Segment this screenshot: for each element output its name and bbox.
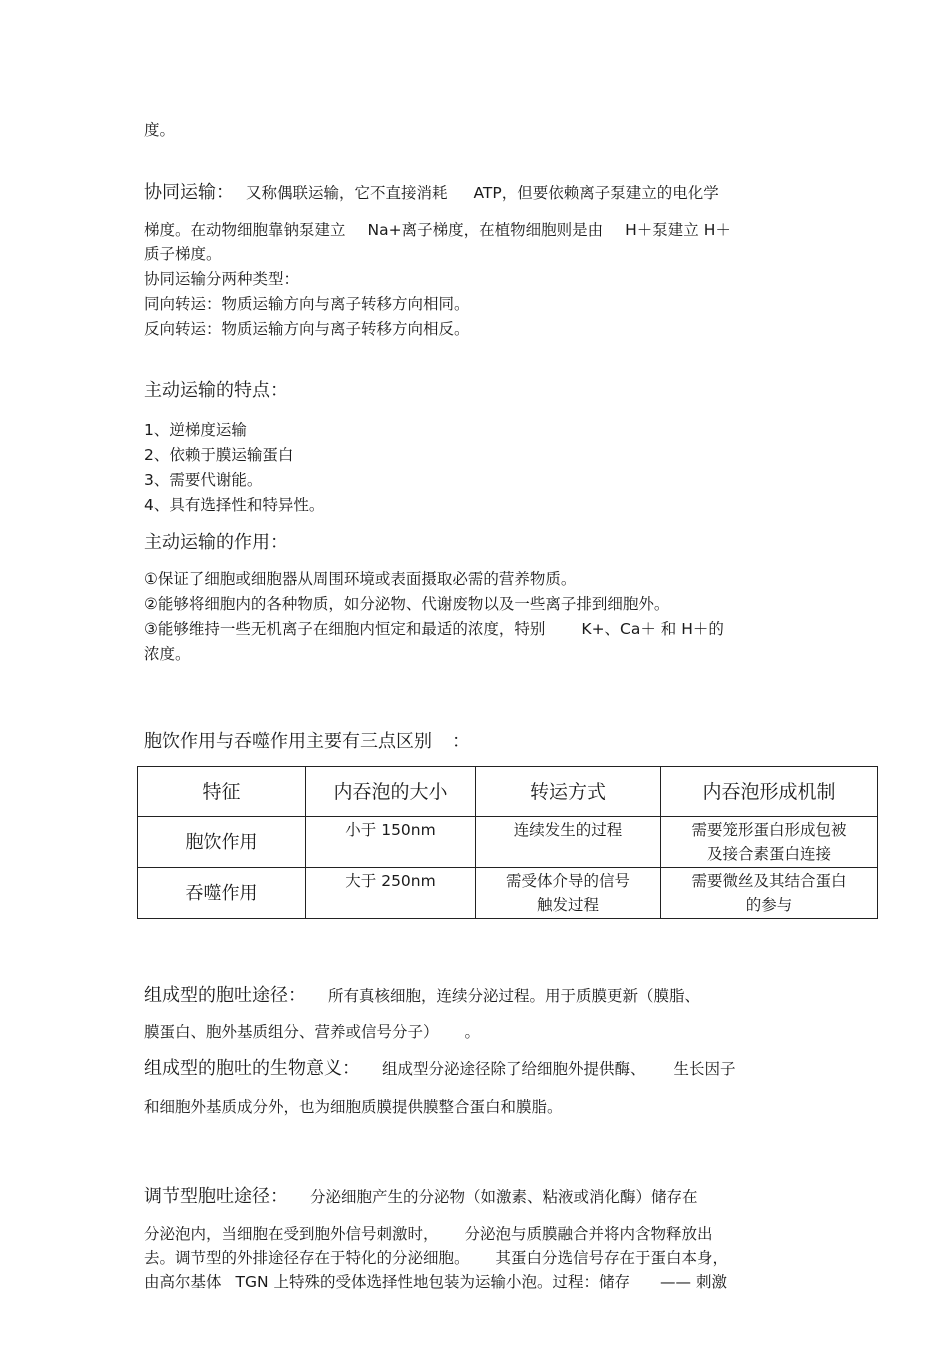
list-item: 3、需要代谢能。 [144,471,263,489]
section-heading: 主动运输的特点： [144,380,288,401]
text-fragment: ATP，但要依赖离子泵建立的电化学 [473,184,719,202]
row-label: 胞饮作用 [138,817,306,868]
column-header: 特征 [138,767,306,817]
text-line [144,120,175,140]
table-row [138,868,878,919]
cell-line: 及接合素蛋白连接 [706,845,831,863]
text-line [144,1022,480,1042]
column-header: 内吞泡的大小 [306,767,476,817]
text-line: 质子梯度。 [144,245,222,263]
text-fragment: —— 刺激 [660,1273,727,1291]
term-heading: 协同运输： [144,182,234,203]
text-fragment: 分泌泡与质膜融合并将内含物释放出 [464,1225,713,1243]
text-line: 浓度。 [144,645,191,663]
text-fragment: 组成型分泌途径除了给细胞外提供酶、 [382,1060,646,1078]
table-cell [661,817,878,868]
text-fragment: 膜蛋白、胞外基质组分、营养或信号分子） [144,1023,439,1041]
table-caption [144,730,470,754]
table-cell: 小于 150nm [306,817,476,868]
paragraph-cotransport [144,181,719,205]
text-fragment: ： [452,731,470,752]
cell-line: 连续发生的过程 [513,821,623,839]
list-item: 1、逆梯度运输 [144,421,247,439]
text-fragment: 所有真核细胞，连续分泌过程。用于质膜更新（膜脂、 [328,987,701,1005]
text-fragment: Na+离子梯度，在植物细胞则是由 [367,221,604,239]
paragraph-regulated [144,1185,698,1209]
text-fragment: ③能够维持一些无机离子在细胞内恒定和最适的浓度，特别 [144,620,546,638]
column-header: 内吞泡形成机制 [661,767,878,817]
text-fragment: 。 [464,1023,481,1041]
row-label: 吞噬作用 [138,868,306,919]
list-item: ②能够将细胞内的各种物质，如分泌物、代谢废物以及一些离子排到细胞外。 [144,595,670,613]
paragraph-constitutive [144,984,700,1008]
text-fragment: TGN 上特殊的受体选择性地包装为运输小泡。过程：储存 [235,1273,631,1291]
list-item: ①保证了细胞或细胞器从周围环境或表面摄取必需的营养物质。 [144,570,577,588]
cell-line: 需要笼形蛋白形成包被 [691,821,847,839]
comparison-table [137,766,878,919]
column-header: 转运方式 [476,767,661,817]
text-line [144,1224,713,1244]
text-fragment: 其蛋白分选信号存在于蛋白本身， [495,1249,729,1267]
cell-line: 需要微丝及其结合蛋白 [691,872,847,890]
text-line: 同向转运：物质运输方向与离子转移方向相同。 [144,295,470,313]
cell-line: 需受体介导的信号 [505,872,630,890]
cell-line: 的参与 [745,896,793,914]
cell-line: 触发过程 [536,896,599,914]
text-fragment: 去。调节型的外排途径存在于特化的分泌细胞。 [144,1249,470,1267]
text-line: 和细胞外基质成分外，也为细胞质膜提供膜整合蛋白和膜脂。 [144,1098,563,1116]
text-fragment: 胞饮作用与吞噬作用主要有三点区别 [144,731,432,752]
table-row [138,817,878,868]
text-fragment: 又称偶联运输，它不直接消耗 [246,184,448,202]
text-line [144,1272,727,1292]
text-fragment: K+、Ca＋ 和 H＋的 [581,620,724,638]
text-fragment: 梯度。在动物细胞靠钠泵建立 [144,221,346,239]
text-line [144,220,731,240]
text-fragment: 由高尔基体 [144,1273,222,1291]
term-heading: 组成型的胞吐的生物意义： [144,1058,360,1079]
paragraph-significance [144,1057,736,1081]
term-heading: 调节型胞吐途径： [144,1186,288,1207]
text-line: 反向转运：物质运输方向与离子转移方向相反。 [144,320,470,338]
table-cell: 大于 250nm [306,868,476,919]
text-line [144,1248,728,1268]
text-fragment: H＋泵建立 H＋ [625,221,731,239]
table-cell [661,868,878,919]
text-fragment: 分泌泡内，当细胞在受到胞外信号刺激时， [144,1225,439,1243]
list-item: 2、依赖于膜运输蛋白 [144,446,294,464]
table-header-row [138,767,878,817]
text-fragment: 度。 [144,121,176,139]
table-cell [476,817,661,868]
list-item [144,619,724,639]
section-heading: 主动运输的作用： [144,532,288,553]
list-item: 4、具有选择性和特异性。 [144,496,325,514]
text-fragment: 生长因子 [673,1060,736,1078]
text-fragment: 分泌细胞产生的分泌物（如激素、粘液或消化酶）储存在 [310,1188,698,1206]
table-cell [476,868,661,919]
term-heading: 组成型的胞吐途径： [144,985,306,1006]
text-line: 协同运输分两种类型： [144,270,300,288]
